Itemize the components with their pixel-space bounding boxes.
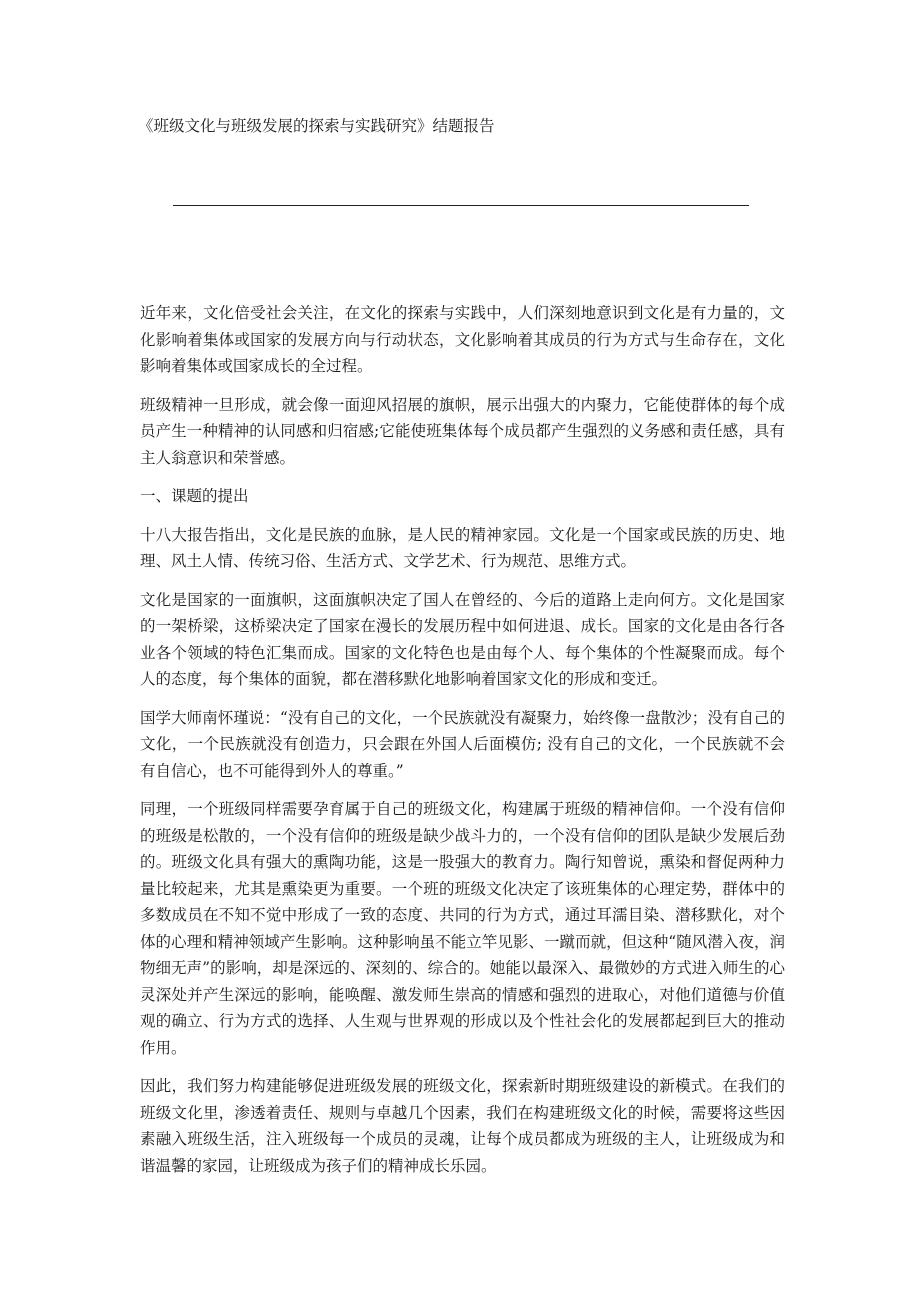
class-spirit-paragraph: 班级精神一旦形成，就会像一面迎风招展的旗帜，展示出强大的内聚力，它能使群体的每个成员产生一种精神的认同感和归宿感;它能使班集体每个成员都产生强烈的义务感和责任感，具有主人翁意识和荣誉感。 [140,395,785,467]
document-title: 《班级文化与班级发展的探索与实践研究》结题报告 [138,117,495,135]
class-culture-paragraph: 同理，一个班级同样需要孕育属于自己的班级文化，构建属于班级的精神信仰。一个没有信仰的班级是松散的，一个没有信仰的班级是缺少战斗力的，一个没有信仰的团队是缺少发展后劲的。班级文化具有强大的熏陶功能，这是一股强大的教育力。陶行知曾说，熏染和督促两种力量比较起来，尤其是熏染更为重要。一个班的班级文化决定了该班集体的心理定势，群体中的多数成员在不知不觉中形成了一致的态度、共同的行为方式，通过耳濡目染、潜移默化，对个体的心理和精神领域产生影响。这种影响虽不能立竿见影、一蹴而就，但这种“随风潜入夜，润物细无声”的影响，却是深远的、深刻的、综合的。她能以最深入、最微妙的方式进入师生的心灵深处并产生深远的影响，能唤醒、激发师生崇高的情感和强烈的进取心，对他们道德与价值观的确立、行为方式的选择、人生观与世界观的形成以及个性社会化的发展都起到巨大的推动作用。 [140,800,785,1057]
report-paragraph: 十八大报告指出，文化是民族的血脉，是人民的精神家园。文化是一个国家或民族的历史、地理、风土人情、传统习俗、生活方式、文学艺术、行为规范、思维方式。 [140,525,785,570]
title-divider [173,205,749,206]
intro-paragraph: 近年来，文化倍受社会关注，在文化的探索与实践中，人们深刻地意识到文化是有力量的，文化影响着集体或国家的发展方向与行动状态，文化影响着其成员的行为方式与生命存在，文化影响着集体或国家成长的全过程。 [140,304,785,375]
national-culture-paragraph: 文化是国家的一面旗帜，这面旗帜决定了国人在曾经的、今后的道路上走向何方。文化是国家的一架桥梁，这桥梁决定了国家在漫长的发展历程中如何进退、成长。国家的文化是由各行各业各个领域的特色汇集而成。国家的文化特色也是由每个人、每个集体的个性凝聚而成。每个人的态度，每个集体的面貌，都在潜移默化地影响着国家文化的形成和变迁。 [140,590,785,688]
conclusion-paragraph: 因此，我们努力构建能够促进班级发展的班级文化，探索新时期班级建设的新模式。在我们的班级文化里，渗透着责任、规则与卓越几个因素，我们在构建班级文化的时候，需要将这些因素融入班级生活，注入班级每一个成员的灵魂，让每个成员都成为班级的主人，让班级成为和谐温馨的家园，让班级成为孩子们的精神成长乐园。 [140,1077,785,1175]
document-body [140,300,785,1191]
section-heading: 一、课题的提出 [140,487,249,505]
quote-paragraph: 国学大师南怀瑾说：“没有自己的文化，一个民族就没有凝聚力，始终像一盘散沙；没有自己的文化，一个民族就没有创造力，只会跟在外国人后面模仿; 没有自己的文化，一个民族就不会有自信心，也不可能得到外人的尊重。” [140,708,785,780]
